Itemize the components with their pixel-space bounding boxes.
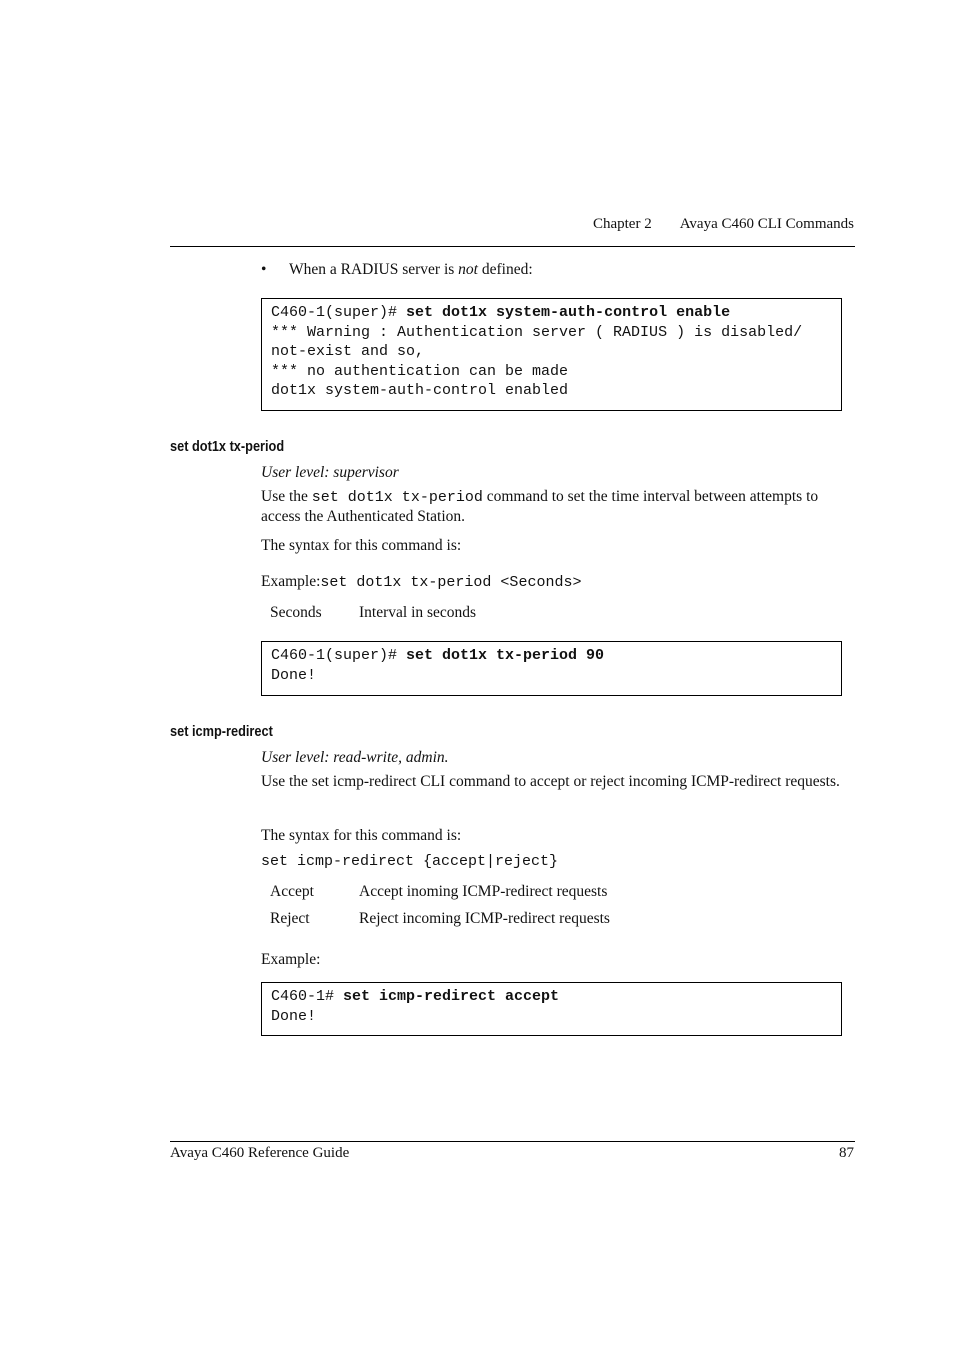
page-number: 87 xyxy=(839,1145,854,1161)
param-name: Accept xyxy=(270,883,314,900)
running-header xyxy=(593,216,854,233)
code-prompt: C460-1# xyxy=(271,988,344,1005)
code-line xyxy=(271,987,832,1007)
param-desc: Accept inoming ICMP-redirect requests xyxy=(359,883,608,900)
syntax-intro: The syntax for this command is: xyxy=(261,827,462,844)
param-name: Seconds xyxy=(270,604,322,621)
description: Use the set icmp-redirect CLI command to accept or reject incoming ICMP-redirect requests. xyxy=(261,773,840,790)
code-line: not-exist and so, xyxy=(271,343,425,360)
code-line: Done! xyxy=(271,1007,317,1025)
param-desc: Interval in seconds xyxy=(359,604,477,621)
footer-rule xyxy=(170,1141,855,1142)
footer-guide-title: Avaya C460 Reference Guide xyxy=(170,1145,350,1161)
section-heading-icmp-redirect: set icmp-redirect xyxy=(170,724,273,740)
header-chapter: Chapter 2 xyxy=(592,216,652,232)
user-level: User level: read-write, admin. xyxy=(261,749,449,766)
bullet-text xyxy=(289,261,533,279)
description-after: command to set the time interval between attempts to access the Authenticated Station. xyxy=(261,488,819,525)
description-before: Use the xyxy=(261,488,312,505)
param-name: Reject xyxy=(270,910,310,927)
bullet-text-emph: not xyxy=(458,261,478,278)
code-block-icmp-redirect xyxy=(261,982,842,1036)
syntax-intro: The syntax for this command is: xyxy=(261,537,462,554)
bullet-symbol: • xyxy=(261,261,267,278)
code-line: *** Warning : Authentication server ( RADIUS ) is disabled/ xyxy=(271,323,803,341)
code-prompt: C460-1(super)# xyxy=(271,647,407,664)
bullet-text-after: defined: xyxy=(477,261,533,278)
code-line: dot1x system-auth-control enabled xyxy=(271,382,569,399)
code-line xyxy=(271,646,832,666)
param-desc: Reject incoming ICMP-redirect requests xyxy=(359,910,610,927)
code-command: set dot1x system-auth-control enable xyxy=(406,304,731,321)
code-prompt: C460-1(super)# xyxy=(271,304,407,321)
header-rule xyxy=(170,246,855,247)
example-label: Example: xyxy=(261,951,321,968)
inline-code: set dot1x tx-period xyxy=(311,489,483,506)
header-title: Avaya C460 CLI Commands xyxy=(679,216,854,232)
code-command: set dot1x tx-period 90 xyxy=(406,647,605,664)
code-block-auth-control xyxy=(261,298,842,411)
user-level: User level: supervisor xyxy=(261,464,399,481)
description xyxy=(261,487,851,526)
code-line: *** no authentication can be made xyxy=(271,362,569,380)
code-line: Done! xyxy=(271,666,317,684)
example-label: Example: xyxy=(261,573,321,590)
code-command: set icmp-redirect accept xyxy=(343,988,560,1005)
syntax-code: set dot1x tx-period <Seconds> xyxy=(320,574,582,591)
section-heading-tx-period: set dot1x tx-period xyxy=(170,439,285,455)
code-line xyxy=(271,303,832,323)
syntax-code: set icmp-redirect {accept|reject} xyxy=(261,853,559,870)
code-block-tx-period xyxy=(261,641,842,696)
syntax-line xyxy=(261,572,851,592)
bullet-item xyxy=(261,261,533,279)
bullet-text-before: When a RADIUS server is xyxy=(289,261,459,278)
